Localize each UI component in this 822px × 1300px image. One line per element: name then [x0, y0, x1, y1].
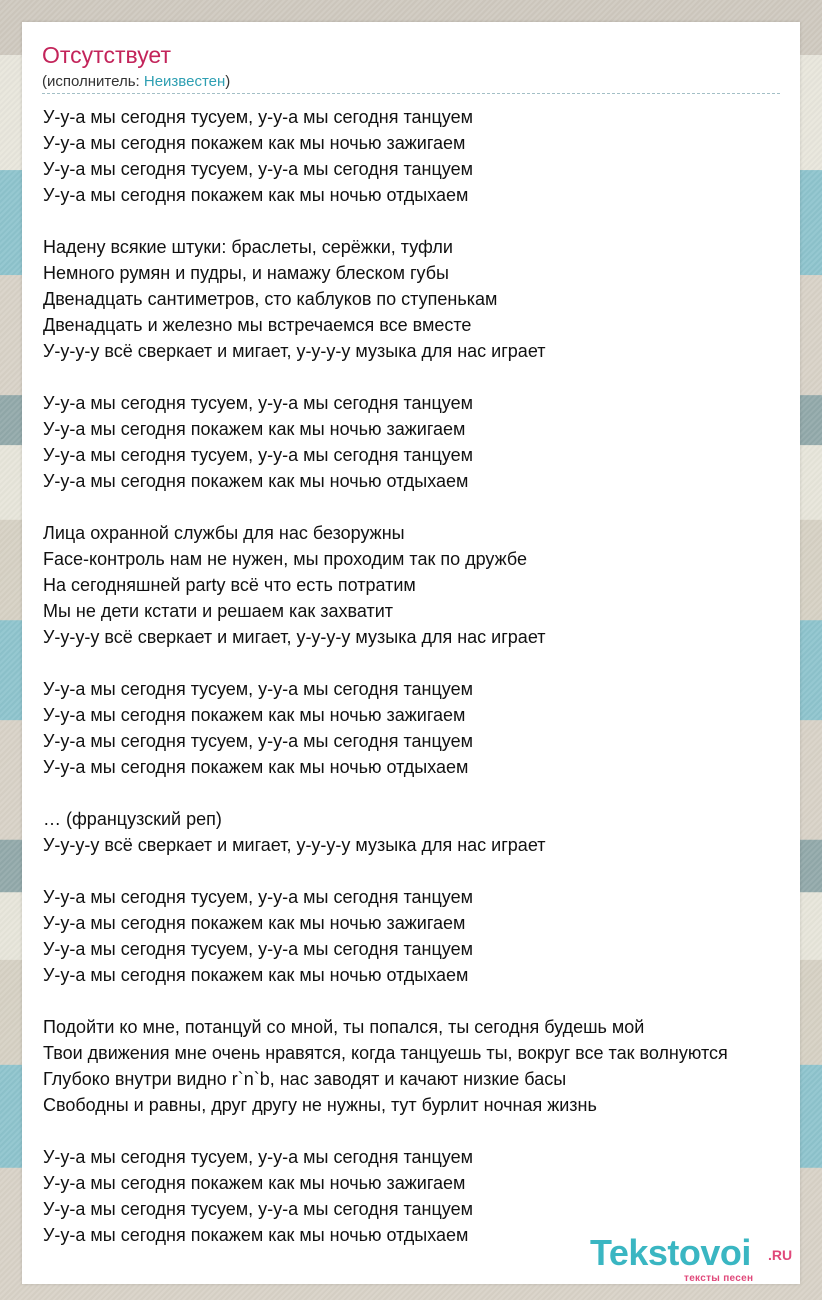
lyric-line: У-у-а мы сегодня покажем как мы ночью зажигаем	[43, 1173, 466, 1193]
artist-link[interactable]: Неизвестен	[143, 73, 226, 90]
lyric-line: У-у-а мы сегодня покажем как мы ночью отдыхаем	[43, 185, 469, 205]
stanza-gap	[43, 494, 822, 520]
stanza-gap	[43, 780, 822, 806]
lyric-line: Face-контроль нам не нужен, мы проходим так по дружбе	[43, 549, 527, 569]
lyric-line: У-у-а мы сегодня покажем как мы ночью зажигаем	[43, 913, 466, 933]
lyric-line: У-у-а мы сегодня тусуем, у-у-а мы сегодня танцуем	[43, 159, 473, 179]
lyric-line: У-у-а мы сегодня тусуем, у-у-а мы сегодня танцуем	[43, 939, 473, 959]
lyric-line: У-у-а мы сегодня покажем как мы ночью отдыхаем	[43, 757, 469, 777]
stanza-gap	[43, 858, 822, 884]
lyric-line: Твои движения мне очень нравятся, когда танцуешь ты, вокруг все так волнуются	[43, 1043, 728, 1063]
site-logo	[590, 1232, 800, 1282]
lyric-line: У-у-а мы сегодня покажем как мы ночью отдыхаем	[43, 471, 469, 491]
logo-brand: Tekstovoi	[590, 1232, 751, 1273]
lyric-line: Лица охранной службы для нас безоружны	[43, 523, 405, 543]
lyric-line: Мы не дети кстати и решаем как захватит	[43, 601, 393, 621]
lyric-line: У-у-а мы сегодня тусуем, у-у-а мы сегодня танцуем	[43, 679, 473, 699]
artist-prefix: (исполнитель:	[42, 73, 144, 90]
lyric-line: У-у-а мы сегодня тусуем, у-у-а мы сегодня танцуем	[43, 1147, 473, 1167]
lyric-line: У-у-а мы сегодня тусуем, у-у-а мы сегодня танцуем	[43, 107, 473, 127]
lyric-line: Немного румян и пудры, и намажу блеском губы	[43, 263, 449, 283]
artist-suffix: )	[225, 73, 231, 90]
lyrics-card	[22, 22, 800, 1284]
lyric-line: Надену всякие штуки: браслеты, серёжки, туфли	[43, 237, 453, 257]
lyric-line: Двенадцать сантиметров, сто каблуков по ступенькам	[43, 289, 498, 309]
stanza-gap	[43, 1118, 822, 1144]
lyric-line: Двенадцать и железно мы встречаемся все вместе	[43, 315, 472, 335]
lyric-line: У-у-у-у всё сверкает и мигает, у-у-у-у музыка для нас играет	[43, 627, 546, 647]
lyric-line: У-у-а мы сегодня тусуем, у-у-а мы сегодня танцуем	[43, 731, 473, 751]
stanza-gap	[43, 208, 822, 234]
lyric-line: У-у-у-у всё сверкает и мигает, у-у-у-у музыка для нас играет	[43, 341, 546, 361]
song-title: Отсутствует	[42, 42, 171, 68]
lyric-line: На сегодняшней party всё что есть потратим	[43, 575, 416, 595]
stanza-gap	[43, 650, 822, 676]
artist-line	[42, 73, 780, 94]
lyrics-text	[43, 104, 822, 1248]
lyric-line: У-у-а мы сегодня покажем как мы ночью отдыхаем	[43, 965, 469, 985]
lyric-line: У-у-у-у всё сверкает и мигает, у-у-у-у музыка для нас играет	[43, 835, 546, 855]
lyric-line: У-у-а мы сегодня покажем как мы ночью зажигаем	[43, 133, 466, 153]
lyric-line: Глубоко внутри видно r`n`b, нас заводят и качают низкие басы	[43, 1069, 567, 1089]
lyric-line: У-у-а мы сегодня покажем как мы ночью отдыхаем	[43, 1225, 469, 1245]
logo-tagline: тексты песен	[684, 1273, 754, 1284]
lyric-line: У-у-а мы сегодня тусуем, у-у-а мы сегодня танцуем	[43, 1199, 473, 1219]
lyric-line: У-у-а мы сегодня покажем как мы ночью зажигаем	[43, 419, 466, 439]
lyric-line: У-у-а мы сегодня тусуем, у-у-а мы сегодня танцуем	[43, 393, 473, 413]
lyric-line: … (французский реп)	[43, 809, 222, 829]
lyric-line: Свободны и равны, друг другу не нужны, тут бурлит ночная жизнь	[43, 1095, 597, 1115]
lyric-line: Подойти ко мне, потанцуй со мной, ты попался, ты сегодня будешь мой	[43, 1017, 645, 1037]
stanza-gap	[43, 988, 822, 1014]
logo-domain: .RU	[768, 1247, 793, 1263]
lyric-line: У-у-а мы сегодня тусуем, у-у-а мы сегодня танцуем	[43, 445, 473, 465]
stanza-gap	[43, 364, 822, 390]
lyric-line: У-у-а мы сегодня покажем как мы ночью зажигаем	[43, 705, 466, 725]
lyric-line: У-у-а мы сегодня тусуем, у-у-а мы сегодня танцуем	[43, 887, 473, 907]
